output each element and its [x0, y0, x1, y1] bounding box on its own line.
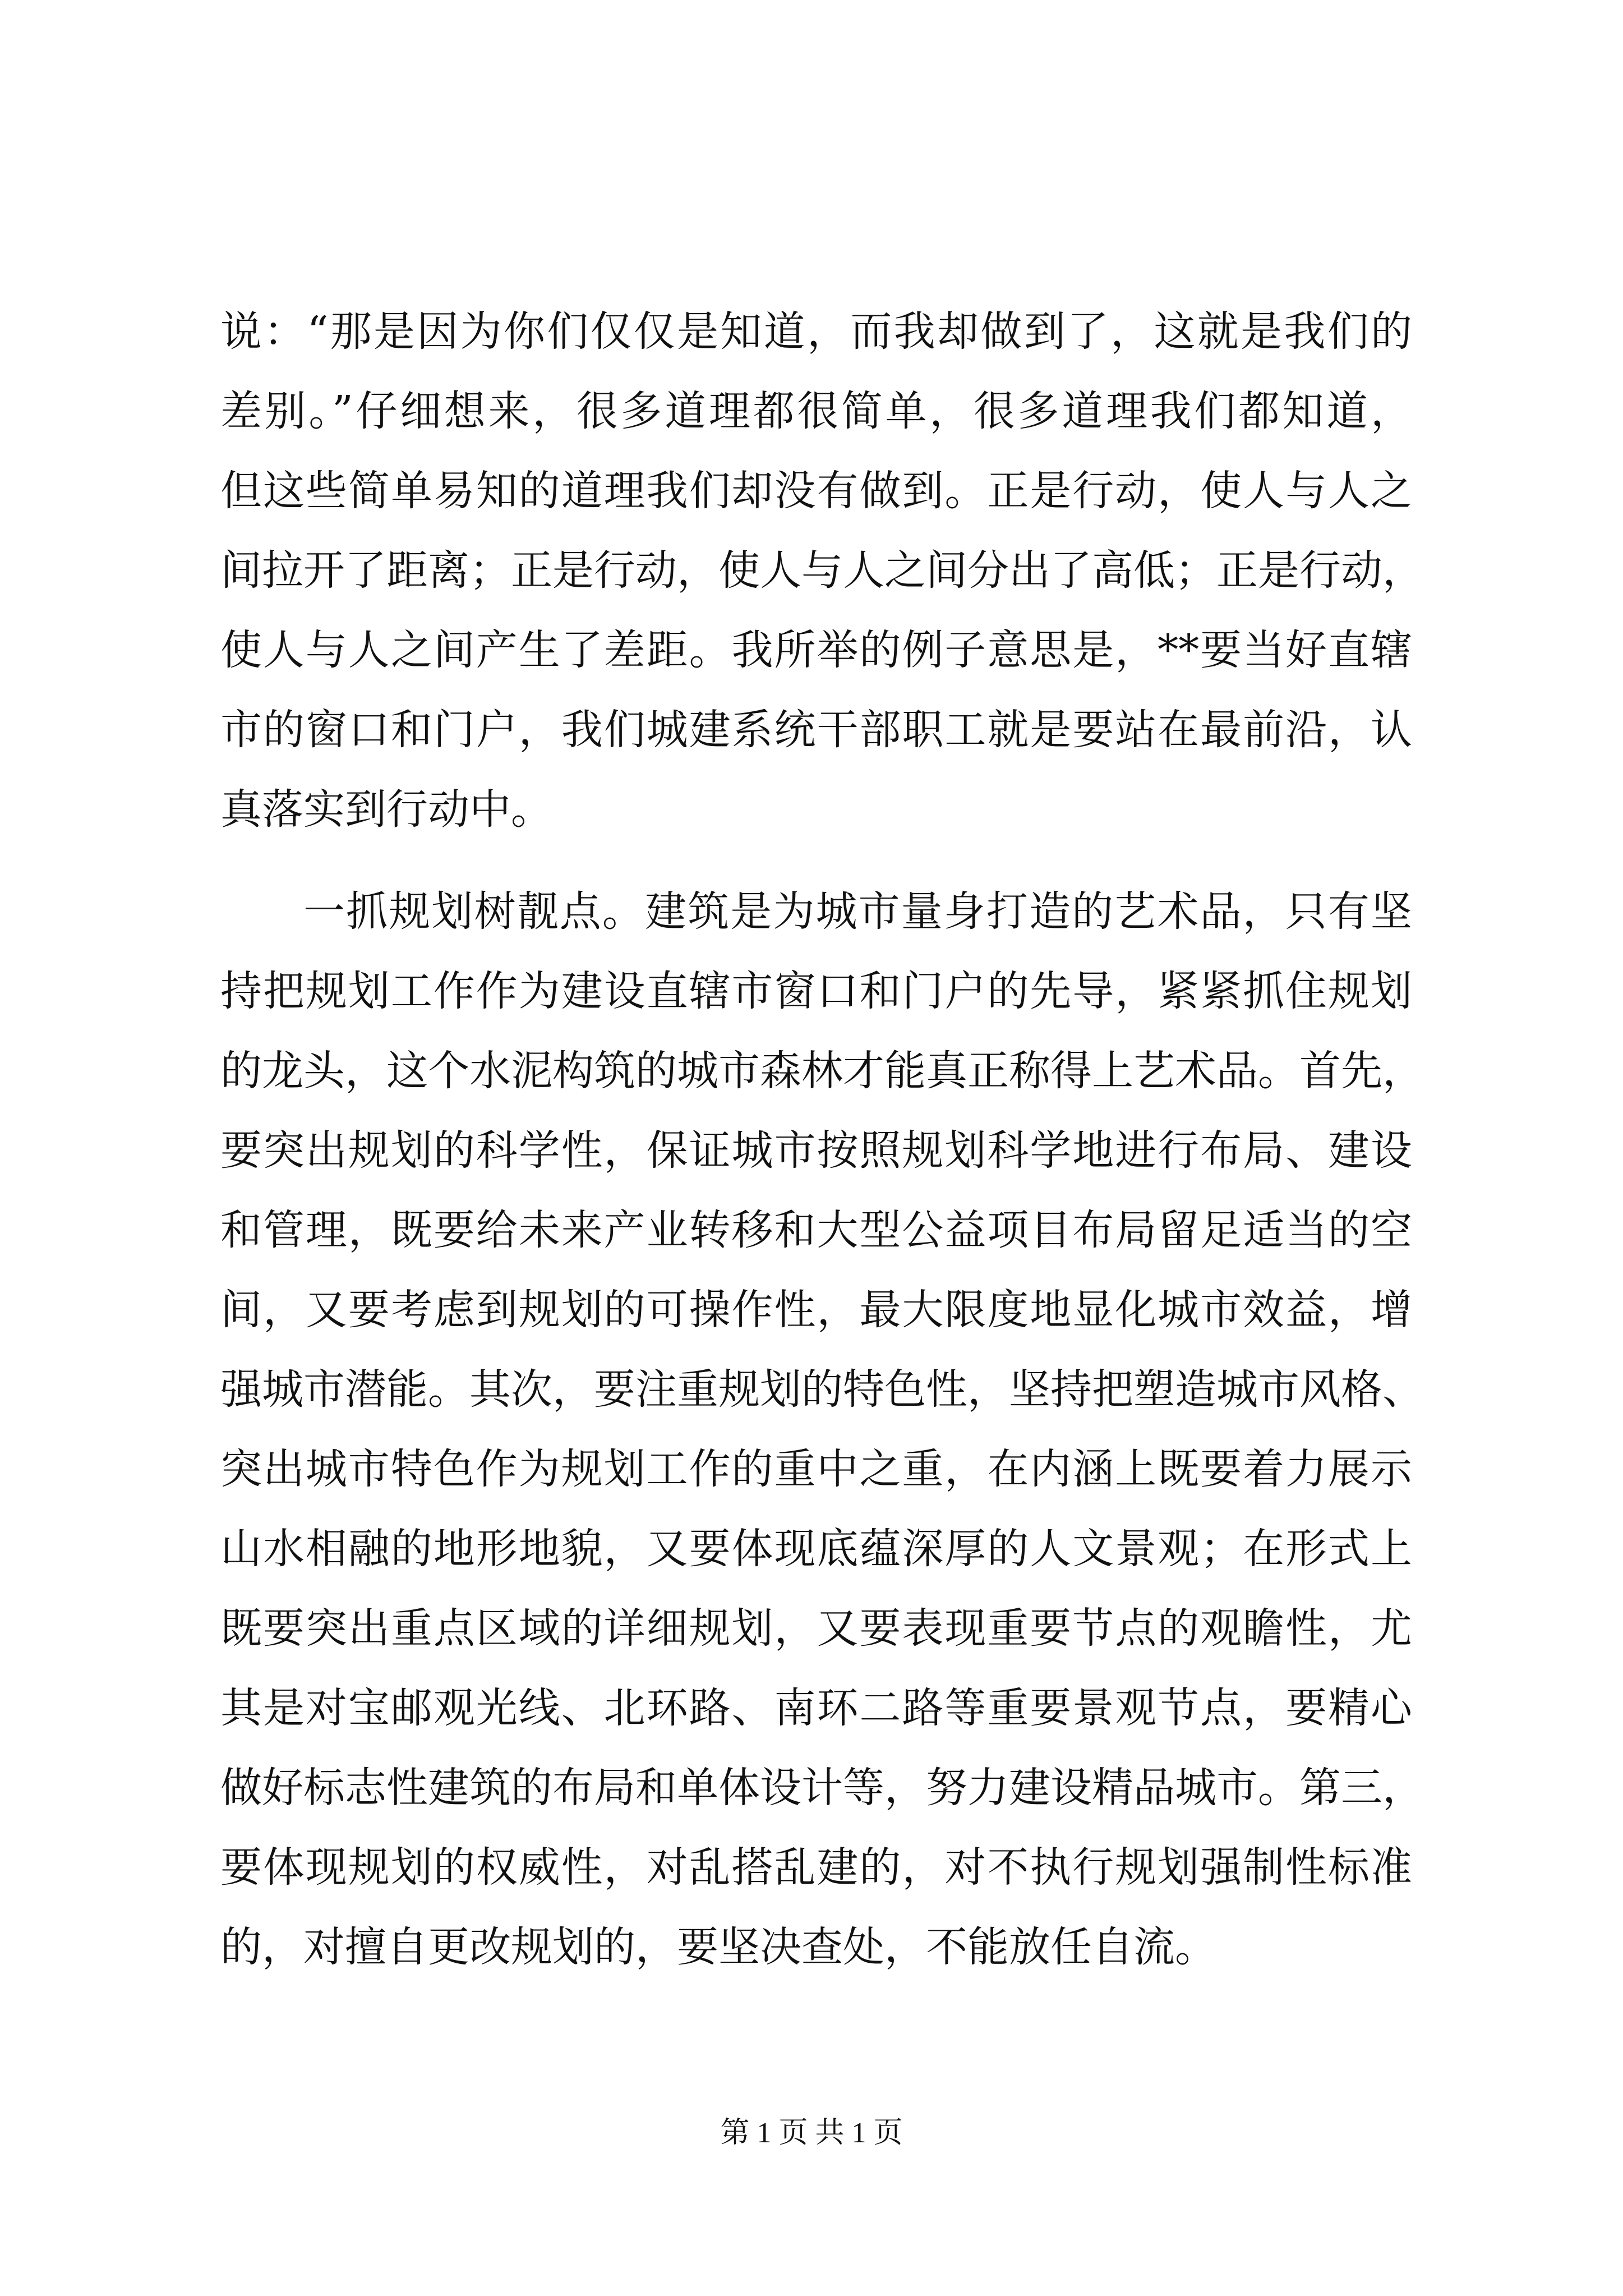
text-line: 持把规划工作作为建设直辖市窗口和门户的先导，紧紧抓住规划 — [220, 967, 1412, 1015]
text-line: 真落实到行动中。 — [220, 785, 552, 834]
text-line: 一抓规划树靓点。建筑是为城市量身打造的艺术品，只有坚 — [303, 887, 1412, 936]
text-line: 的，对擅自更改规划的，要坚决查处，不能放任自流。 — [220, 1923, 1216, 1971]
page-footer — [0, 2114, 1623, 2153]
text-line: 要突出规划的科学性，保证城市按照规划科学地进行布局、建设 — [220, 1126, 1412, 1175]
paragraph-gap — [220, 849, 1412, 872]
text-line: 但这些简单易知的道理我们却没有做到。正是行动，使人与人之 — [220, 467, 1412, 515]
text-line: 做好标志性建筑的布局和单体设计等，努力建设精品城市。第三， — [220, 1764, 1424, 1812]
text-line: 的龙头，这个水泥构筑的城市森林才能真正称得上艺术品。首先， — [220, 1047, 1424, 1095]
text-line: 间，又要考虑到规划的可操作性，最大限度地显化城市效益，增 — [220, 1286, 1412, 1334]
paragraph-1 — [220, 292, 1424, 849]
text-line: 强城市潜能。其次，要注重规划的特色性，坚持把塑造城市风格、 — [220, 1365, 1424, 1414]
text-line: 山水相融的地形地貌，又要体现底蕴深厚的人文景观；在形式上 — [220, 1525, 1412, 1573]
page-number-label: 第 1 页 共 1 页 — [720, 2117, 903, 2149]
document-body — [220, 292, 1424, 1987]
text-line: 使人与人之间产生了差距。我所举的例子意思是，**要当好直辖 — [220, 626, 1412, 674]
text-line: 市的窗口和门户，我们城建系统干部职工就是要站在最前沿，认 — [220, 706, 1412, 754]
text-line: 突出城市特色作为规划工作的重中之重，在内涵上既要着力展示 — [220, 1445, 1412, 1493]
text-line: 要体现规划的权威性，对乱搭乱建的，对不执行规划强制性标准 — [220, 1843, 1412, 1892]
text-line: 其是对宝邮观光线、北环路、南环二路等重要景观节点，要精心 — [220, 1684, 1412, 1732]
text-line: 间拉开了距离；正是行动，使人与人之间分出了高低；正是行动， — [220, 546, 1424, 595]
text-line: 说：“那是因为你们仅仅是知道，而我却做到了，这就是我们的 — [220, 307, 1412, 356]
text-line: 和管理，既要给未来产业转移和大型公益项目布局留足适当的空 — [220, 1206, 1412, 1254]
paragraph-2 — [220, 872, 1424, 1987]
text-line: 既要突出重点区域的详细规划，又要表现重要节点的观瞻性，尤 — [220, 1604, 1412, 1653]
text-line: 差别。”仔细想来，很多道理都很简单，很多道理我们都知道， — [220, 387, 1412, 435]
